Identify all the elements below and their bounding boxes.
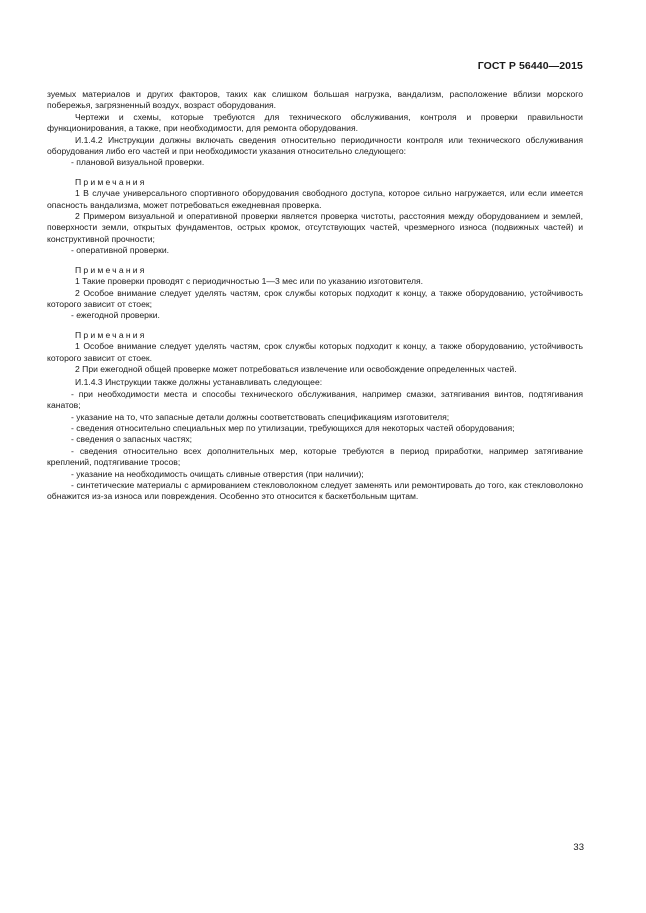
page-number: 33 — [573, 842, 584, 853]
document-body — [47, 89, 583, 503]
note-item: 1 Такие проверки проводят с периодичностью 1—3 мес или по указанию изготовителя. — [75, 276, 424, 287]
clause-paragraph: И.1.4.2 Инструкции должны включать сведения относительно периодичности контроля или технического обслуживания оборудования либо его частей и при необходимости указания относительно следующего: — [47, 134, 583, 157]
document-header — [478, 60, 583, 72]
paragraph: Чертежи и схемы, которые требуются для технического обслуживания, контроля и проверки правильности функционирования, а также, при необходимости, для ремонта оборудования. — [47, 111, 583, 134]
list-item: - сведения относительно всех дополнительных мер, которые требуются в период приработки, например затягивание креплений, подтягивание тросов; — [47, 445, 583, 468]
clause-paragraph: И.1.4.3 Инструкции также должны устанавливать следующее: — [75, 377, 323, 388]
note-item: 1 В случае универсального спортивного оборудования свободного доступа, которое сильно нагружается, или если имеется опасность вандализма, может потребоваться ежедневная проверка. — [47, 188, 583, 210]
list-item: - синтетические материалы с армированием стекловолокном следует заменять или ремонтировать до того, как стекловолокно обнажится из-за износа или повреждения. Особенно это относится к баскетбольным щитам. — [47, 480, 583, 502]
notes-heading: Примечания — [75, 329, 147, 340]
standard-id: ГОСТ Р 56440—2015 — [477, 60, 583, 72]
list-item: - сведения о запасных частях; — [71, 434, 193, 445]
notes-heading: Примечания — [75, 176, 147, 187]
list-item: - оперативной проверки. — [71, 245, 170, 256]
note-item: 2 При ежегодной общей проверке может потребоваться извлечение или освобождение определенных частей. — [75, 363, 517, 374]
list-item: - ежегодной проверки. — [71, 310, 160, 321]
note-item: 2 Особое внимание следует уделять частям, срок службы которых подходит к концу, а также оборудованию, устойчивость которого зависит от стоек; — [47, 287, 583, 309]
list-item: - сведения относительно специальных мер по утилизации, требующихся для некоторых частей оборудования; — [71, 422, 515, 433]
note-item: 2 Примером визуальной и оперативной проверки является проверка чистоты, расстояния между оборудованием и землей, поверхности земли, открытых фундаментов, острых кромок, отсутствующих частей, чрезмерного износа (подвижных частей) и конструктивной прочности; — [47, 211, 583, 244]
notes-heading: Примечания — [75, 264, 147, 275]
list-item: - указание на то, что запасные детали должны соответствовать спецификациям изготовителя; — [71, 411, 450, 422]
paragraph: зуемых материалов и других факторов, таких как слишком большая нагрузка, вандализм, расположение вблизи морского побережья, загрязненный воздух, возраст оборудования. — [47, 89, 583, 111]
list-item: - плановой визуальной проверки. — [71, 157, 205, 168]
list-item: - указание на необходимость очищать сливные отверстия (при наличии); — [71, 468, 364, 479]
list-item: - при необходимости места и способы технического обслуживания, например смазки, затягивания винтов, подтягивания канатов; — [47, 388, 583, 411]
note-item: 1 Особое внимание следует уделять частям, срок службы которых подходит к концу, а также оборудованию, устойчивость которого зависит от стоек. — [47, 341, 583, 363]
